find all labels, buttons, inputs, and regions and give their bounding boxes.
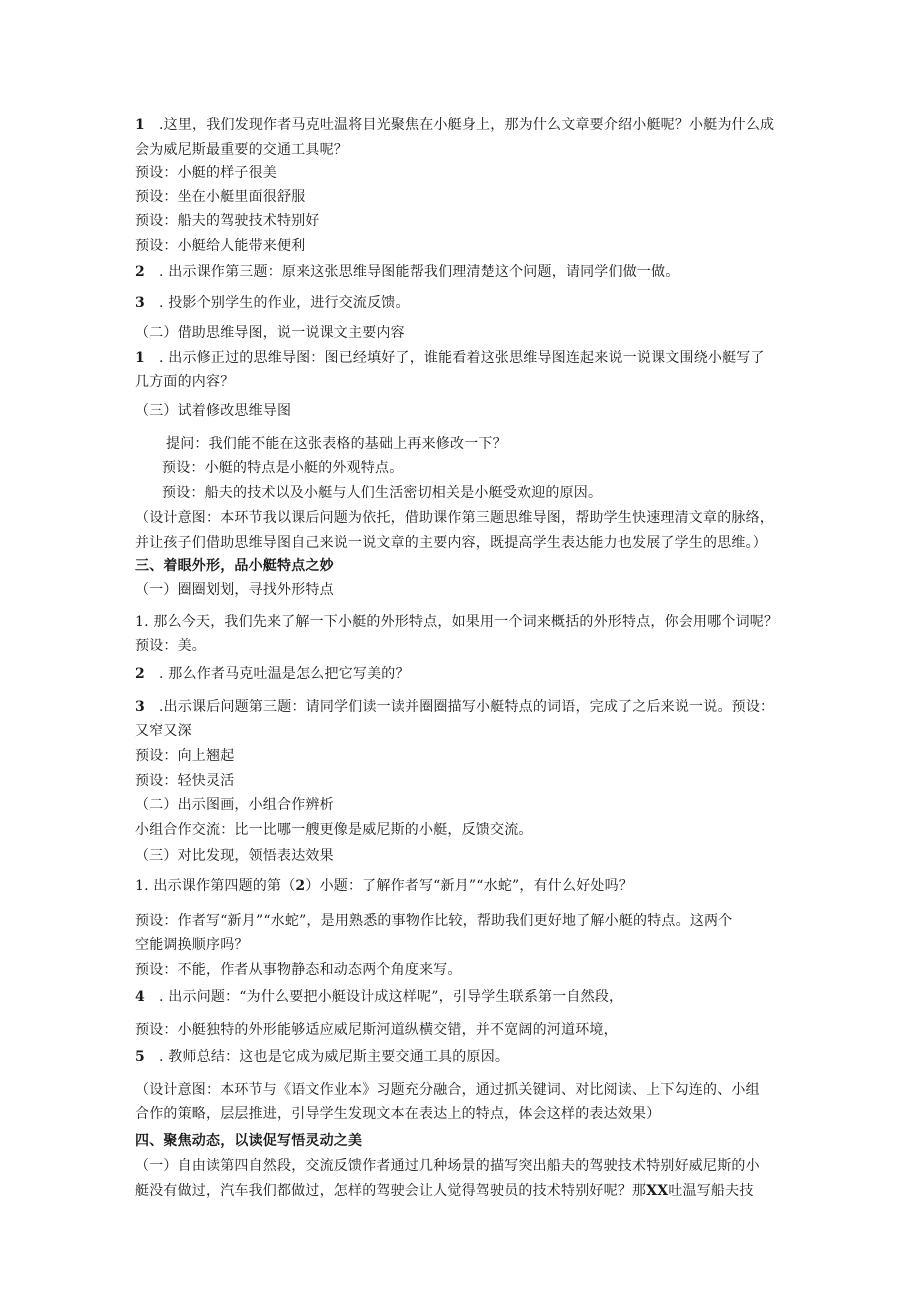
- design-note: （设计意图：本环节我以课后问题为依托，借助课作第三题思维导图，帮助学生快速理清文章的脉络，: [135, 510, 774, 526]
- paragraph-line: 预设：小艇独特的外形能够适应威尼斯河道纵横交错，并不宽阔的河道环境，: [135, 1022, 618, 1038]
- paragraph-line: 预设：小艇的特点是小艇的外观特点。: [162, 460, 404, 476]
- paragraph-line: 预设：轻快灵活: [135, 773, 235, 789]
- paragraph-line: 预设：作者写“新月”“水蛇”，是用熟悉的事物作比较，帮助我们更好地了解小艇的特点。这两个: [135, 913, 733, 929]
- paragraph-line: 预设：小艇的样子很美: [135, 165, 277, 181]
- section-heading: 三、着眼外形，品小艇特点之妙: [135, 558, 334, 574]
- paragraph-line: 预设：不能，作者从事物静态和动态两个角度来写。: [135, 962, 462, 978]
- paragraph-line: 预设：船夫的驾驶技术特别好: [135, 213, 320, 229]
- paragraph-line: 几方面的内容？: [135, 374, 235, 390]
- paragraph-line: 1. 出示课作第四题的第（2）小题：了解作者写“新月”“水蛇”，有什么好处吗？: [135, 878, 634, 894]
- paragraph-line: 预设：美。: [135, 638, 206, 654]
- paragraph-line: 空能调换顺序吗？: [135, 937, 249, 953]
- section-subheading: （一）圈圈划划，寻找外形特点: [135, 582, 334, 598]
- list-number: 1: [135, 350, 145, 366]
- section-subheading: （三）试着修改思维导图: [135, 403, 292, 419]
- design-note: 合作的策略，层层推进，引导学生发现文本在表达上的特点，体会这样的表达效果）: [135, 1106, 661, 1122]
- paragraph-line: 预设：坐在小艇里面很舒服: [135, 189, 306, 205]
- paragraph-line: 3 .出示课后问题第三题：请同学们读一读并圈圈描写小艇特点的词语，完成了之后来说一说。预设：: [135, 699, 775, 715]
- section-subheading: （二）出示图画，小组合作辨析: [135, 797, 334, 813]
- paragraph-line: 又窄又深: [135, 723, 192, 739]
- paragraph-line: 3 . 投影个别学生的作业，进行交流反馈。: [135, 295, 410, 311]
- section-subheading: （二）借助思维导图，说一说课文主要内容: [135, 325, 405, 341]
- list-number: 3: [135, 295, 145, 311]
- paragraph-line: 2 . 出示课作第三题：原来这张思维导图能帮我们理清楚这个问题，请同学们做一做。: [135, 264, 680, 280]
- paragraph-line: 艇没有做过，汽车我们都做过，怎样的驾驶会让人觉得驾驶员的技术特别好呢？那XX吐温写船夫技: [135, 1183, 754, 1199]
- paragraph-line: 1. 那么今天，我们先来了解一下小艇的外形特点，如果用一个词来概括的外形特点，你会用哪个词呢？: [135, 614, 779, 630]
- paragraph-line: 预设：向上翘起: [135, 748, 235, 764]
- list-number: 4: [135, 989, 145, 1005]
- paragraph-line: 会为威尼斯最重要的交通工具呢？: [135, 142, 348, 158]
- paragraph-line: 2 . 那么作者马克吐温是怎么把它写美的？: [135, 666, 410, 682]
- section-subheading: （三）对比发现，领悟表达效果: [135, 848, 334, 864]
- paragraph-line: 小组合作交流：比一比哪一艘更像是威尼斯的小艇，反馈交流。: [135, 822, 533, 838]
- list-number: 2: [135, 666, 145, 682]
- list-number: 5: [135, 1049, 145, 1065]
- section-heading: 四、聚焦动态，以读促写悟灵动之美: [135, 1133, 363, 1149]
- paragraph-line: 预设：小艇给人能带来便利: [135, 238, 306, 254]
- list-number: 2: [135, 264, 145, 280]
- paragraph-line: 预设：船夫的技术以及小艇与人们生活密切相关是小艇受欢迎的原因。: [162, 485, 603, 501]
- list-number: 3: [135, 699, 145, 715]
- design-note: 并让孩子们借助思维导图自己来说一说文章的主要内容，既提高学生表达能力也发展了学生的思维。）: [135, 535, 767, 551]
- paragraph-line: 1 .这里，我们发现作者马克吐温将目光聚焦在小艇身上，那为什么文章要介绍小艇呢？小艇为什么成: [135, 117, 775, 133]
- paragraph-line: （一）自由读第四自然段，交流反馈作者通过几种场景的描写突出船夫的驾驶技术特别好威尼斯的小: [135, 1158, 760, 1174]
- list-number: 1: [135, 117, 145, 133]
- paragraph-line: 提问：我们能不能在这张表格的基础上再来修改一下？: [166, 436, 507, 452]
- paragraph-line: 1 . 出示修正过的思维导图：图已经填好了，谁能看着这张思维导图连起来说一说课文围绕小艇写了: [135, 350, 765, 366]
- design-note: （设计意图：本环节与《语文作业本》习题充分融合，通过抓关键词、对比阅读、上下勾连的、小组: [135, 1082, 760, 1098]
- paragraph-line: 5 . 教师总结：这也是它成为威尼斯主要交通工具的原因。: [135, 1049, 510, 1065]
- paragraph-line: 4 . 出示问题：“为什么要把小艇设计成这样呢”，引导学生联系第一自然段，: [135, 989, 624, 1005]
